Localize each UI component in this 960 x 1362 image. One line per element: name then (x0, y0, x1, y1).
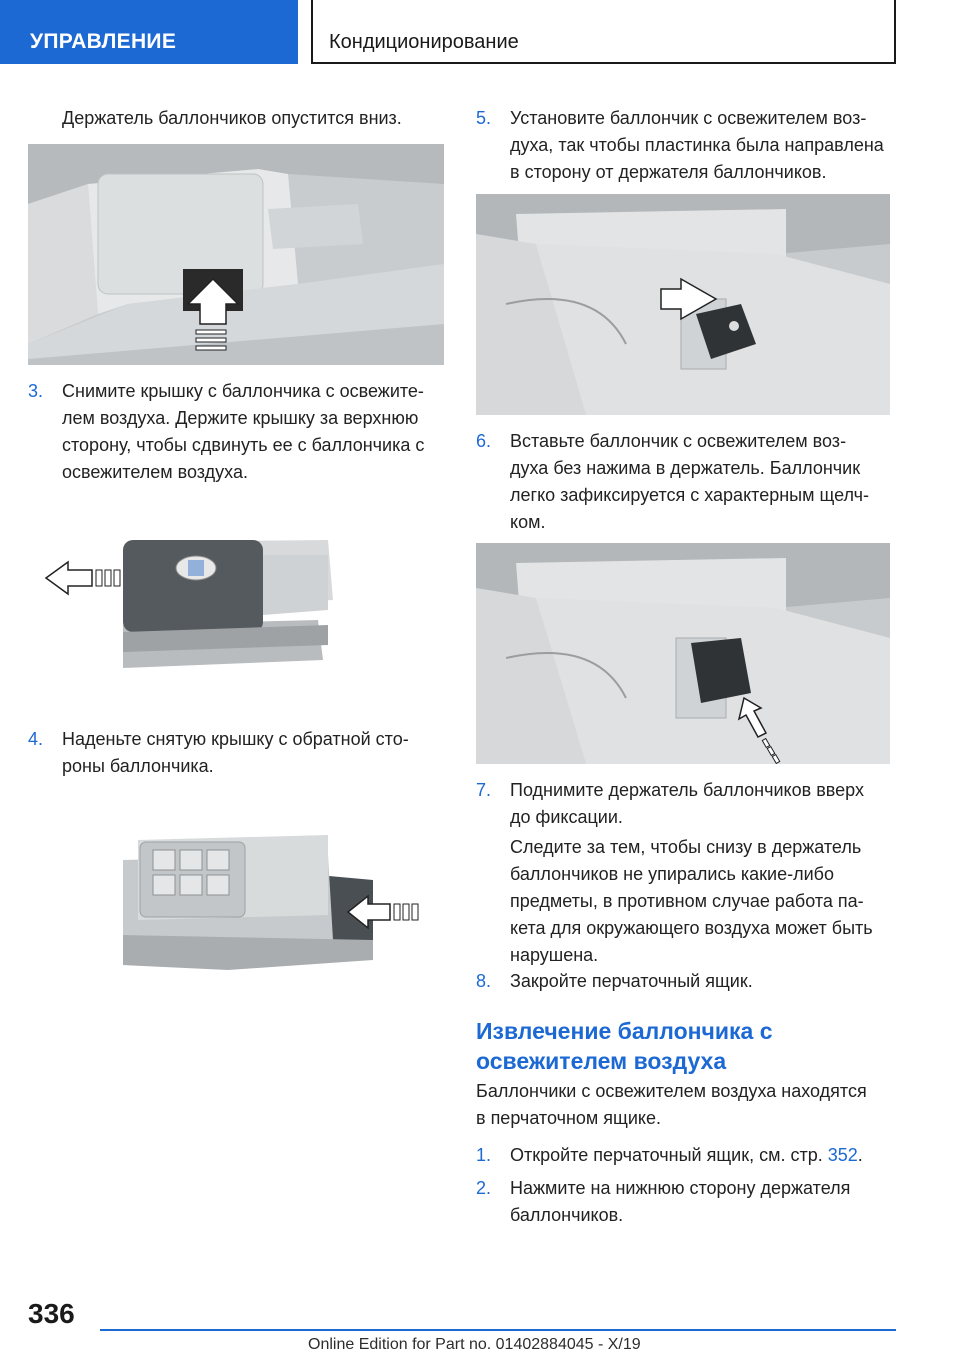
cartridge-push-figure (476, 543, 890, 764)
step-number: 3. (28, 381, 44, 401)
chapter-title: Кондиционирование (311, 0, 896, 64)
holder-lowered-figure (28, 144, 444, 365)
step-number: 8. (476, 971, 492, 991)
page-number: 336 (28, 1298, 75, 1329)
step-8: 8. Закройте перчаточный ящик. (476, 968, 896, 995)
removal-step-2: 2. Нажмите на нижнюю сторону держателя баллончиков. (476, 1175, 896, 1229)
step-6: 6. Вставьте баллончик с освежителем воз- духа без нажима в держатель. Баллончик легко зафиксируется с характерным щелч- ком. (476, 428, 896, 536)
step-number: 5. (476, 108, 492, 128)
step-5: 5. Установите баллончик с освежителем воз- духа, так чтобы пластинка была направлена в сторону от держателя баллончиков. (476, 105, 896, 186)
cap-removal-figure (28, 520, 444, 700)
cartridge-insert-figure (476, 194, 890, 415)
step-7: 7. Поднимите держатель баллончиков вверх до фиксации. (476, 777, 896, 831)
removal-step-1: 1. Откройте перчаточный ящик, см. стр. 352. (476, 1142, 896, 1169)
step-number: 4. (28, 729, 44, 749)
cap-reversed-figure (28, 820, 444, 990)
step-4: 4. Наденьте снятую крышку с обратной сто- роны баллончика. (28, 726, 444, 780)
step-number: 7. (476, 780, 492, 800)
edition-text: Online Edition for Part no. 01402884045 - X/19 (308, 1336, 641, 1353)
step-3: 3. Снимите крышку с баллончика с освежите- лем воздуха. Держите крышку за верхнюю сторону, чтобы сдвинуть ее с баллончика с освежителем воздуха. (28, 378, 444, 486)
footer-divider (100, 1329, 896, 1331)
section-heading: Извлечение баллончика с освежителем воздуха (476, 1018, 773, 1074)
step-7-note: Следите за тем, чтобы снизу в держатель баллончиков не упирались какие-либо предметы, в противном случае работа па- кета для окружающего воздуха может быть нарушена. (510, 837, 873, 965)
step-number: 6. (476, 431, 492, 451)
page-link[interactable]: 352 (827, 1145, 858, 1165)
step-number: 2. (476, 1178, 492, 1198)
step-number: 1. (476, 1145, 492, 1165)
section-tab[interactable]: УПРАВЛЕНИЕ (0, 0, 298, 64)
intro-text: Держатель баллончиков опустится вниз. (62, 108, 402, 128)
intro-paragraph: Баллончики с освежителем воздуха находятся в перчаточном ящике. (476, 1081, 867, 1128)
